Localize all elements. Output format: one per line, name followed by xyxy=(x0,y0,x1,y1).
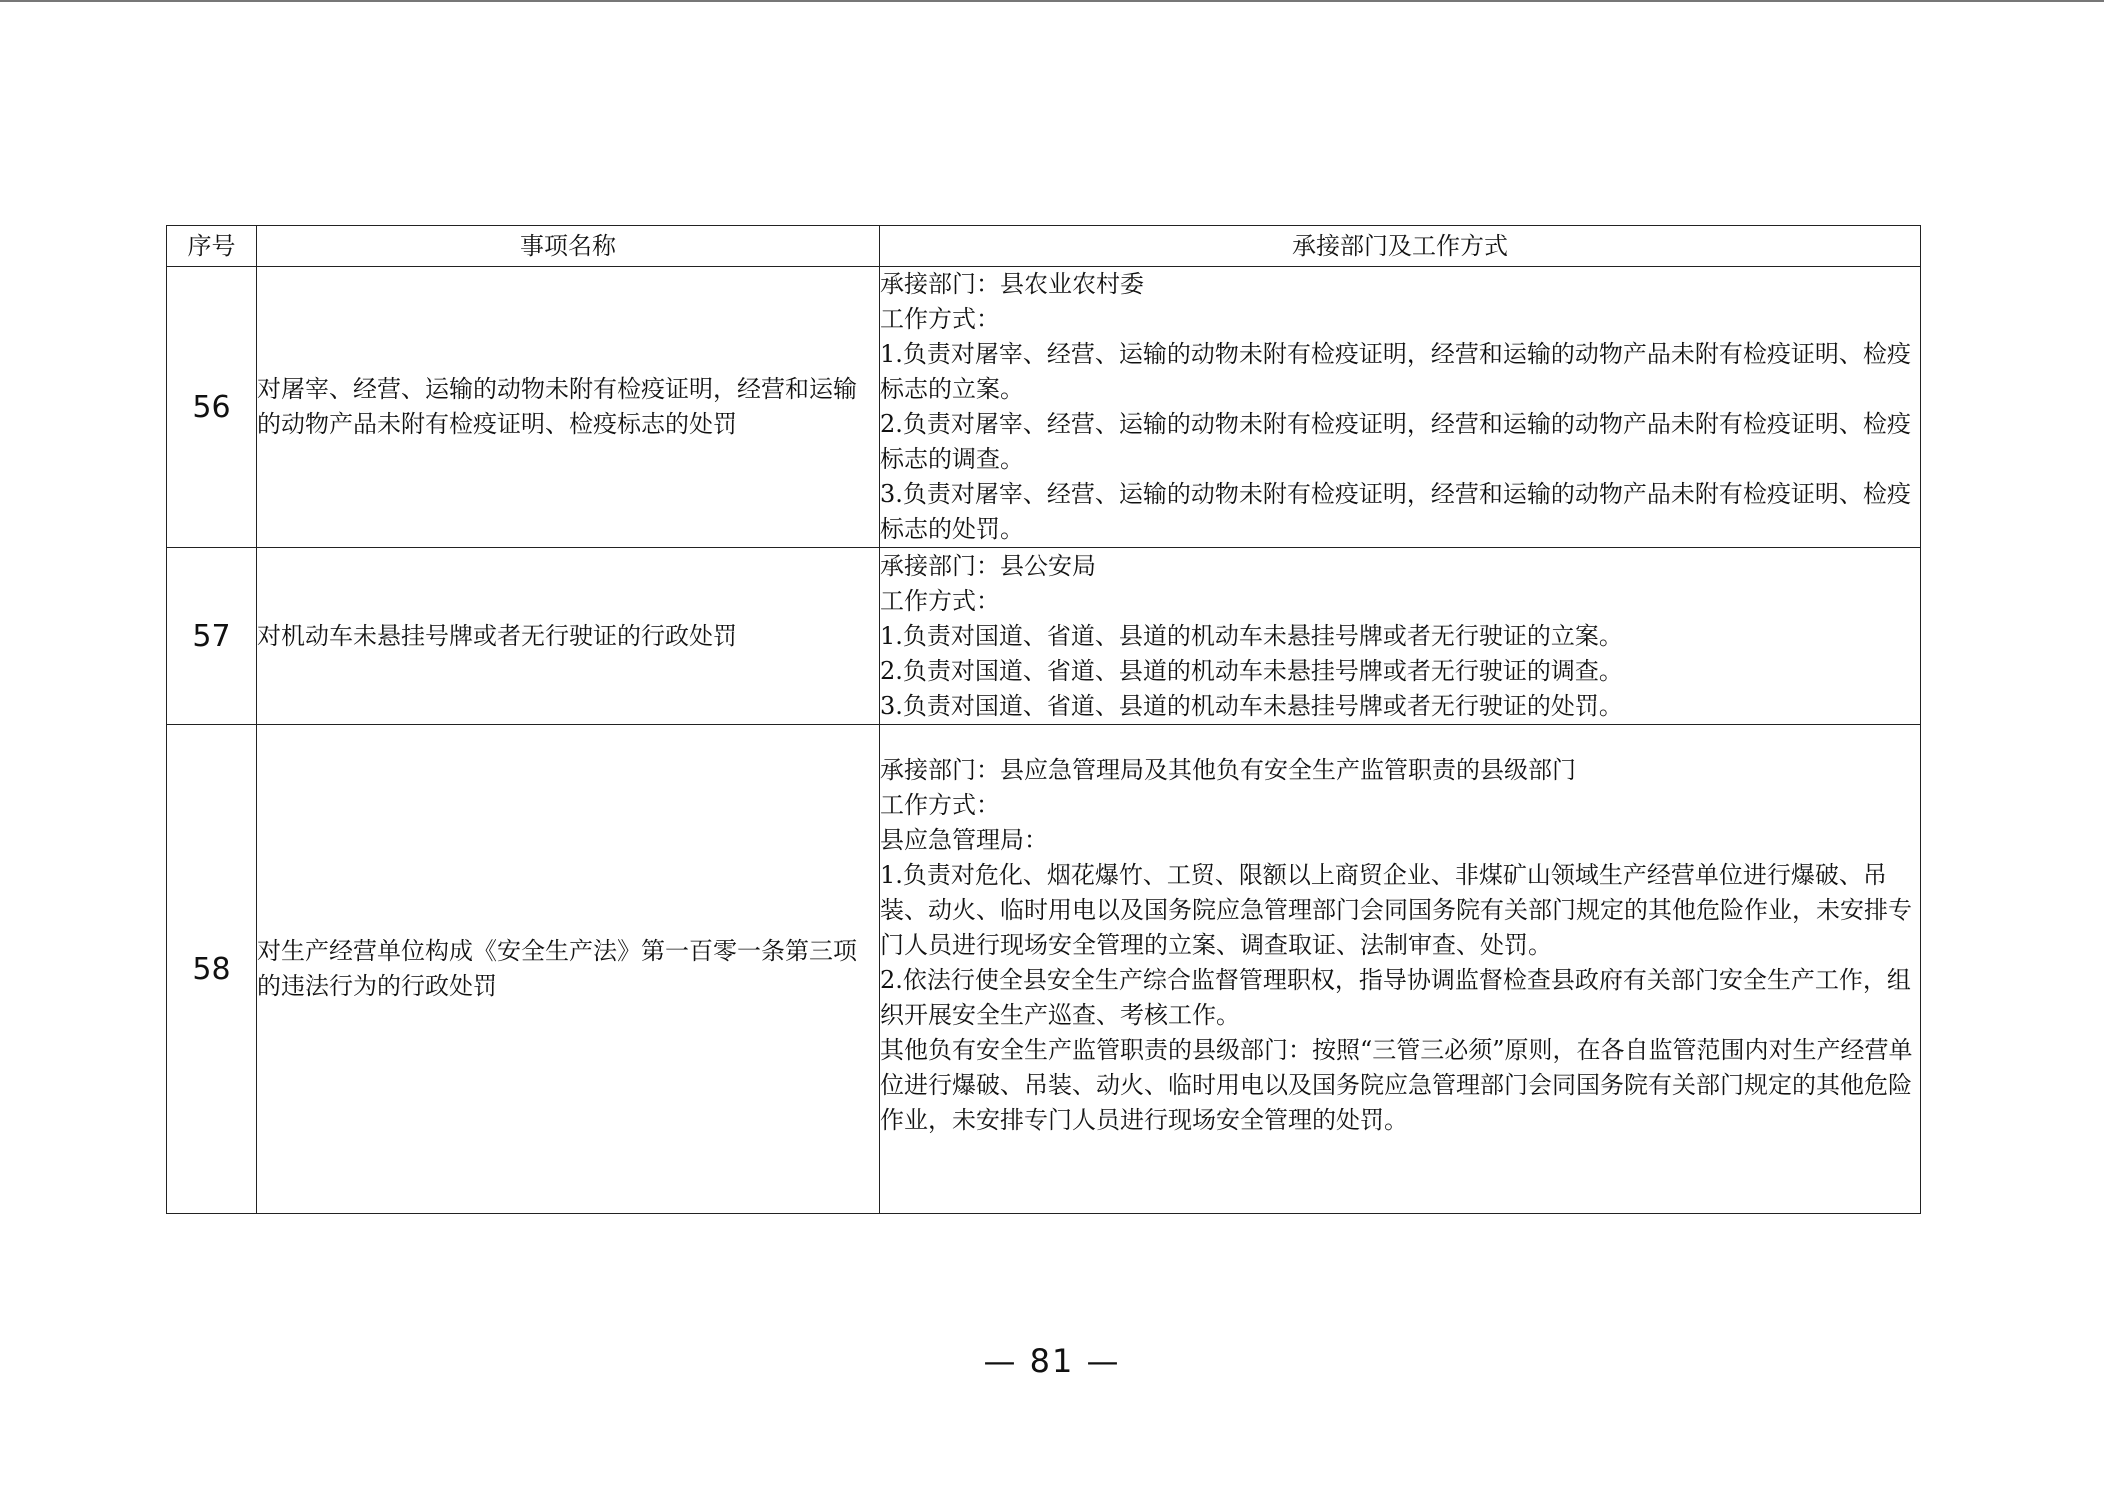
page-top-rule xyxy=(0,0,2104,2)
method-item: 1.负责对屠宰、经营、运输的动物未附有检疫证明，经营和运输的动物产品未附有检疫证明、检疫标志的立案。 xyxy=(880,340,1911,403)
method-item: 2.负责对屠宰、经营、运输的动物未附有检疫证明，经营和运输的动物产品未附有检疫证明、检疫标志的调查。 xyxy=(880,410,1911,473)
matters-table xyxy=(166,225,1921,1214)
table-header-row xyxy=(167,226,1921,267)
header-department-and-method: 承接部门及工作方式 xyxy=(880,226,1921,267)
method-label: 工作方式： xyxy=(880,305,1000,333)
row-matter-name: 对机动车未悬挂号牌或者无行驶证的行政处罚 xyxy=(257,548,880,725)
table-row xyxy=(167,548,1921,725)
header-matter-name: 事项名称 xyxy=(257,226,880,267)
method-label: 工作方式： xyxy=(880,791,1000,819)
method-item: 其他负有安全生产监管职责的县级部门：按照“三管三必须”原则，在各自监管范围内对生产经营单位进行爆破、吊装、动火、临时用电以及国务院应急管理部门会同国务院有关部门规定的其他危险作业，未安排专门人员进行现场安全管理的处罚。 xyxy=(880,1036,1913,1134)
department-line: 承接部门：县农业农村委 xyxy=(880,270,1144,298)
table-row xyxy=(167,725,1921,1214)
department-line: 承接部门：县应急管理局及其他负有安全生产监管职责的县级部门 xyxy=(880,756,1576,784)
row-serial-number: 58 xyxy=(167,725,257,1214)
row-matter-name: 对生产经营单位构成《安全生产法》第一百零一条第三项的违法行为的行政处罚 xyxy=(257,725,880,1214)
row-serial-number: 57 xyxy=(167,548,257,725)
method-item: 2.负责对国道、省道、县道的机动车未悬挂号牌或者无行驶证的调查。 xyxy=(880,656,1623,685)
method-item: 1.负责对危化、烟花爆竹、工贸、限额以上商贸企业、非煤矿山领域生产经营单位进行爆破、吊装、动火、临时用电以及国务院应急管理部门会同国务院有关部门规定的其他危险作业，未安排专门人员进行现场安全管理的立案、调查取证、法制审查、处罚。 xyxy=(880,861,1912,959)
page-number: — 81 — xyxy=(983,1342,1121,1380)
table-row xyxy=(167,267,1921,548)
row-department-method xyxy=(880,548,1921,725)
method-item: 3.负责对屠宰、经营、运输的动物未附有检疫证明，经营和运输的动物产品未附有检疫证明、检疫标志的处罚。 xyxy=(880,480,1911,543)
method-item: 3.负责对国道、省道、县道的机动车未悬挂号牌或者无行驶证的处罚。 xyxy=(880,691,1623,720)
header-serial-number: 序号 xyxy=(167,226,257,267)
department-line: 承接部门：县公安局 xyxy=(880,551,1096,580)
row-department-method xyxy=(880,267,1921,548)
row-department-method xyxy=(880,725,1921,1214)
method-item: 2.依法行使全县安全生产综合监督管理职权，指导协调监督检查县政府有关部门安全生产工作，组织开展安全生产巡查、考核工作。 xyxy=(880,966,1911,1029)
row-serial-number: 56 xyxy=(167,267,257,548)
sub-department-label: 县应急管理局： xyxy=(880,826,1048,854)
row-matter-name: 对屠宰、经营、运输的动物未附有检疫证明，经营和运输的动物产品未附有检疫证明、检疫标志的处罚 xyxy=(257,267,880,548)
method-item: 1.负责对国道、省道、县道的机动车未悬挂号牌或者无行驶证的立案。 xyxy=(880,621,1623,650)
method-label: 工作方式： xyxy=(880,586,1000,615)
